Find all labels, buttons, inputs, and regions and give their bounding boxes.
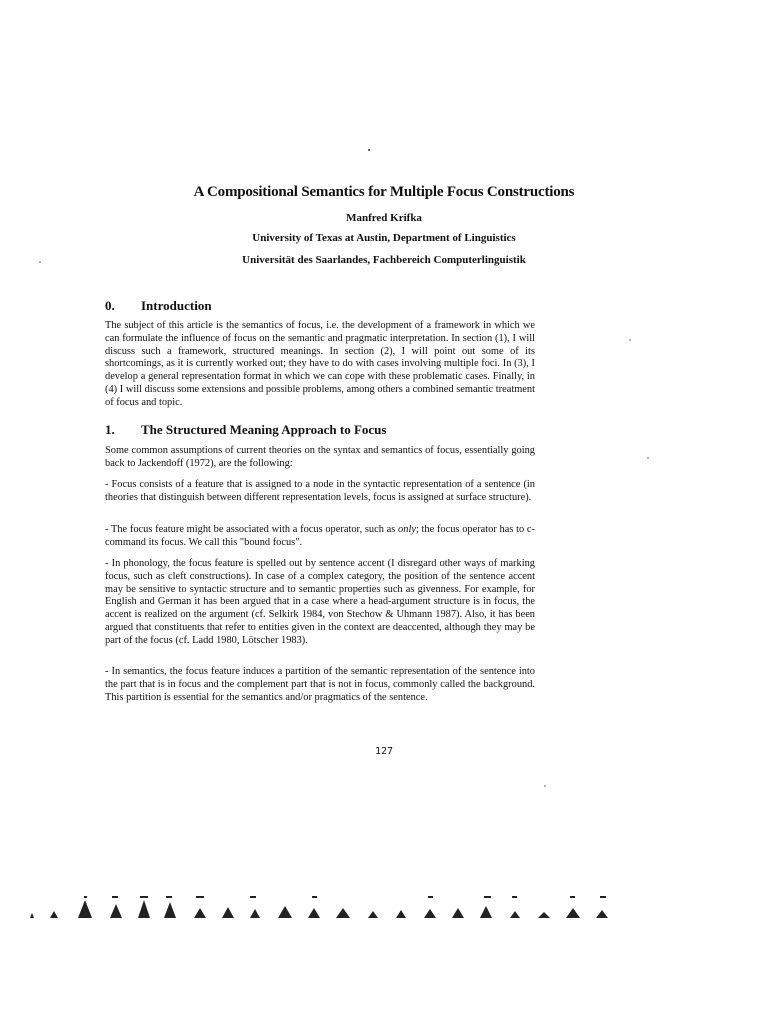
bullet-2-italic-term: only xyxy=(398,524,416,535)
page-number: 127 xyxy=(374,746,394,757)
affiliation-1: University of Texas at Austin, Department of Linguistics xyxy=(252,232,516,244)
scan-artifact-marks xyxy=(0,880,768,940)
author-name: Manfred Krifka xyxy=(346,212,422,224)
section-heading-introduction xyxy=(105,298,212,314)
assumption-bullet-1: - Focus consists of a feature that is assigned to a node in the syntactic representation of a sentence (in theories that distinguish between different representation levels, focus is assigned at surface structure). xyxy=(105,479,535,503)
affiliation-2: Universität des Saarlandes, Fachbereich Computerlinguistik xyxy=(242,254,526,266)
bullet-2-text-before: - The focus feature might be associated with a focus operator, such as xyxy=(105,524,399,535)
section-title: The Structured Meaning Approach to Focus xyxy=(141,422,387,437)
bullet-2-text-after: ; the focus operator has to c-command its focus. We call this "bound focus". xyxy=(105,524,535,548)
section-title: Introduction xyxy=(141,298,212,313)
assumption-bullet-3: - In phonology, the focus feature is spelled out by sentence accent (I disregard other ways of marking focus, such as cleft constructions). In case of a complex category, the position of the sentence accent may be sensitive to syntactic structure and to semantic properties such as givenness. For example, for English and German it has been argued that in a case where a head-argument structure is in focus, the accent is realized on the argument (cf. Selkirk 1984, von Stechow & Uhmann 1987). Also, it has been argued that constituents that refer to entities given in the context are deaccented, although they may be part of the focus (cf. Ladd 1980, Lötscher 1983). xyxy=(105,558,535,646)
section-heading-structured-meaning xyxy=(105,422,386,438)
section1-intro-paragraph: Some common assumptions of current theories on the syntax and semantics of focus, essentially going back to Jackendoff (1972), are the following: xyxy=(105,445,535,469)
section-number: 1. xyxy=(105,422,115,437)
section-number: 0. xyxy=(105,298,115,313)
assumption-bullet-2 xyxy=(105,524,535,550)
intro-paragraph: The subject of this article is the semantics of focus, i.e. the development of a framework in which we can formulate the influence of focus on the semantic and pragmatic interpretation. In section (1), I will discuss such a framework, structured meanings. In section (2), I will point out some of its shortcomings, as it is currently worked out; they have to do with cases involving multiple foci. In (3), I develop a general representation format in which we can cope with these problematic cases. Finally, in (4) I will discuss some extensions and possible problems, among others a combined semantic treatment of focus and topic. xyxy=(105,320,535,408)
paper-title: A Compositional Semantics for Multiple Focus Constructions xyxy=(193,184,575,200)
assumption-bullet-4: - In semantics, the focus feature induces a partition of the semantic representation of the sentence into the part that is in focus and the complement part that is not in focus, commonly called the background. This partition is essential for the semantics and/or pragmatics of the sentence. xyxy=(105,666,535,703)
